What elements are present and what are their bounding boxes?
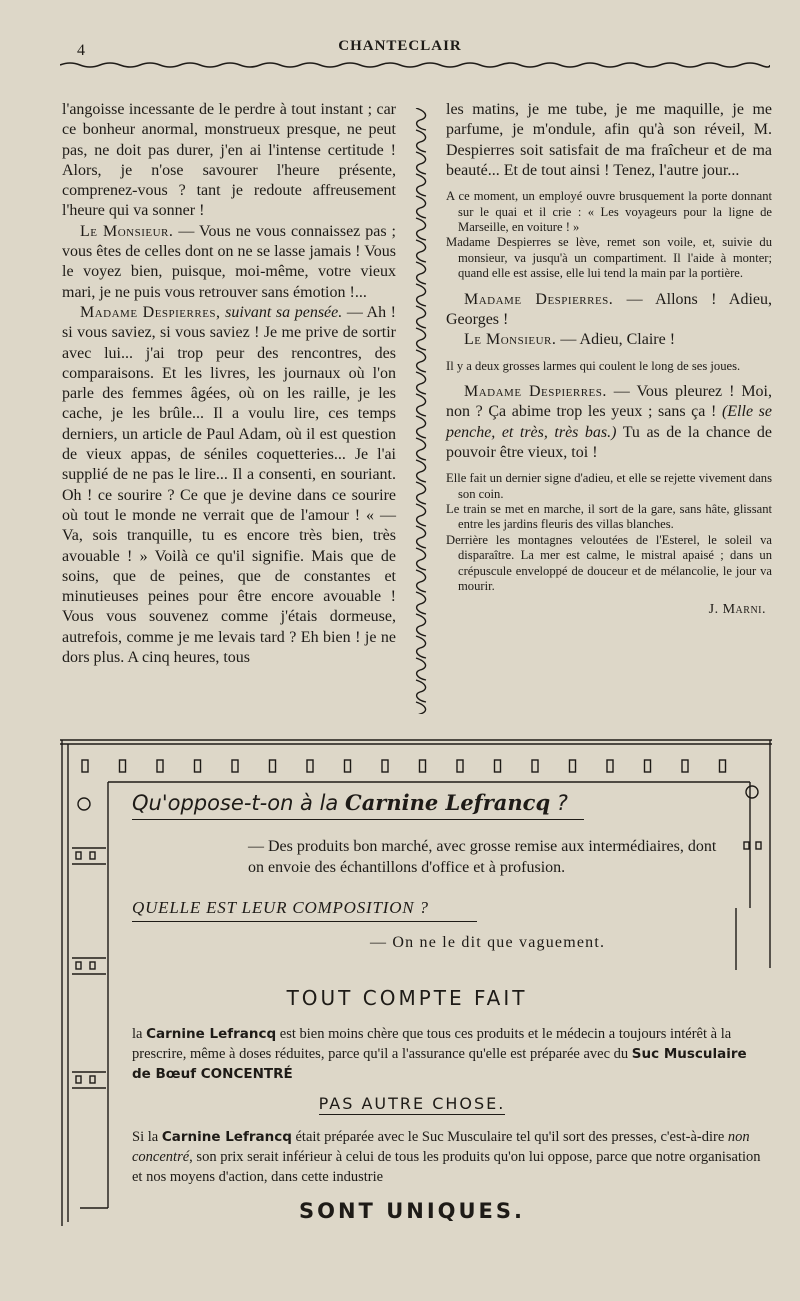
ad-question <box>132 790 584 820</box>
dialogue-paragraph <box>62 222 396 303</box>
dialogue-text: Tu as de la chance de pouvoir être vieux, toi ! <box>446 423 773 461</box>
stage-direction: Il y a deux grosses larmes qui coulent le long de ses joues. <box>446 358 741 373</box>
ad-final-slogan: SONT UNIQUES. <box>299 1199 525 1223</box>
speaker-name: Madame Despierres, <box>80 303 221 321</box>
stage-direction: A ce moment, un employé ouvre brusquement la porte donnant sur le quai et il crie : « Les voyageurs pour la ligne de Marseille, en voiture ! » <box>446 189 772 234</box>
brand-name: Carnine Lefrancq <box>344 790 551 815</box>
dialogue-paragraph <box>446 290 772 331</box>
advertisement <box>132 790 772 1223</box>
text: , son prix serait inférieur à celui de tous les produits qu'on lui oppose, parce que notre organisation et nos moyens d'action, dans cette industrie <box>132 1149 761 1185</box>
ad-subquestion: QUELLE EST LEUR COMPOSITION ? <box>132 898 477 922</box>
ad-answer: — Des produits bon marché, avec grosse remise aux intermédiaires, dont on envoie des échantillons d'office et à profusion. <box>248 838 717 876</box>
left-column <box>62 100 396 668</box>
emphasis-text: PAS AUTRE CHOSE. <box>318 1094 506 1113</box>
paragraph: les matins, je me tube, je me maquille, je me parfume, je m'ondule, afin qu'à son réveil, M. Despierres soit satisfait de ma fraîcheur et de ma beauté... Et de tout ainsi ! Tenez, l'autre jour... <box>446 101 772 179</box>
dialogue-paragraph <box>62 303 396 668</box>
brand-name: Carnine Lefrancq <box>146 1026 277 1042</box>
stage-direction: Le train se met en marche, il sort de la gare, sans hâte, glissant entre les jardins fleuris des villas blanches. <box>446 501 772 532</box>
speaker-name: Madame Despierres. <box>464 290 614 308</box>
dialogue-text: — Vous ne vous connaissez pas ; vous êtes de celles dont on ne se lasse jamais ! Vous le voyez bien, puisque, moi-même, votre vieux mari, je ne puis vous retrouver sans émotion !... <box>62 222 396 301</box>
author-signature: J. Marni. <box>708 602 766 618</box>
speaker-name: Le Monsieur. <box>464 331 557 349</box>
text: était préparée avec le Suc Musculaire tel qu'il sort des presses, c'est-à-dire <box>291 1129 728 1145</box>
dialogue-paragraph <box>446 382 772 463</box>
ad-paragraph <box>132 1024 762 1084</box>
right-column <box>446 100 772 621</box>
ad-heading: TOUT COMPTE FAIT <box>286 986 528 1010</box>
page-number: 4 <box>77 42 85 59</box>
ad-question-suffix: ? <box>550 791 568 815</box>
stage-direction: Elle fait un dernier signe d'adieu, et elle se rejette vivement dans son coin. <box>446 471 772 501</box>
stage-direction: (Elle se penche, et très, très bas.) <box>446 403 772 441</box>
stage-direction: Derrière les montagnes veloutées de l'Esterel, le soleil va disparaître. La mer est calme, le mistral apaisé ; dans un crépuscule enveloppé de douceur et de mélancolie, le jour va mourir. <box>446 532 772 593</box>
decorative-rule <box>60 60 770 68</box>
product-name: Suc Musculaire de Bœuf CONCENTRÉ <box>132 1046 747 1082</box>
text: est bien moins chère que tous ces produits et le médecin a toujours intérêt à la prescrire, même à doses réduites, parce qu'il a l'assurance qu'elle est préparée avec du <box>132 1026 732 1062</box>
ad-question-prefix: Qu'oppose-t-on à la <box>132 791 345 815</box>
dialogue-text: — Ah ! si vous saviez, si vous saviez ! Je me prive de sortir avec lui... j'ai trop peur des rencontres, des comparaisons. Et les livres, les journaux où l'on parle des femmes âgées, où on les raille, je les cache, je les brûle... Il a voulu lire, ces temps derniers, un article de Paul Adam, où il est question de vieux appas, de séniles coquetteries... Je l'ai supplié de ne pas le lire... Il a consenti, en souriant. Oh ! ce sourire ? Ce que je devine dans ce sourire où tout le monde ne verrait que de l'amour ! « — Va, sois tranquille, tu es encore très bien, très avouable ! » Voilà ce qu'il signifie. Mais que de soins, que de peines, que de constantes et minutieuses peines pour être encore avouable ! Vous vous souvenez comme j'étais dormeuse, autrefois, comme je me levais tard ? Eh bien ! je ne dors plus. A cinq heures, tous <box>62 303 396 667</box>
dialogue-text: — Allons ! Adieu, Georges ! <box>446 290 772 328</box>
ad-paragraph <box>132 1127 762 1187</box>
italic-text: non concentré <box>132 1129 750 1165</box>
ornamental-column-divider <box>412 108 434 714</box>
text: Si la <box>132 1129 162 1145</box>
stage-direction: suivant sa pensée. <box>220 303 343 321</box>
paragraph: l'angoisse incessante de le perdre à tout instant ; car ce bonheur anormal, monstrueux presque, ne peut pas, ne doit pas durer, j'en ai l'intense certitude ! Alors, je n'ose savourer l'heure présente, comprenez-vous ? tant je redoute affreusement l'heure qui va sonner ! <box>62 101 396 220</box>
ad-emphasis <box>132 1094 692 1113</box>
dialogue-paragraph <box>446 330 772 350</box>
running-title: CHANTECLAIR <box>338 38 462 54</box>
dialogue-text: — Vous pleurez ! Moi, non ? Ça abime trop les yeux ; sans ça ! <box>446 382 772 421</box>
text: la <box>132 1026 147 1042</box>
brand-name: Carnine Lefrancq <box>161 1129 292 1145</box>
speaker-name: Madame Despierres. <box>464 382 607 400</box>
speaker-name: Le Monsieur. <box>80 222 174 240</box>
dialogue-text: — Adieu, Claire ! <box>556 331 676 349</box>
stage-direction: Madame Despierres se lève, remet son voile, et, suivie du monsieur, va jusqu'à un compartiment. Il l'aide à monter; quand elle est assise, elle lui tend la main par la portière. <box>446 235 772 281</box>
ad-answer: — On ne le dit que vaguement. <box>370 934 606 951</box>
